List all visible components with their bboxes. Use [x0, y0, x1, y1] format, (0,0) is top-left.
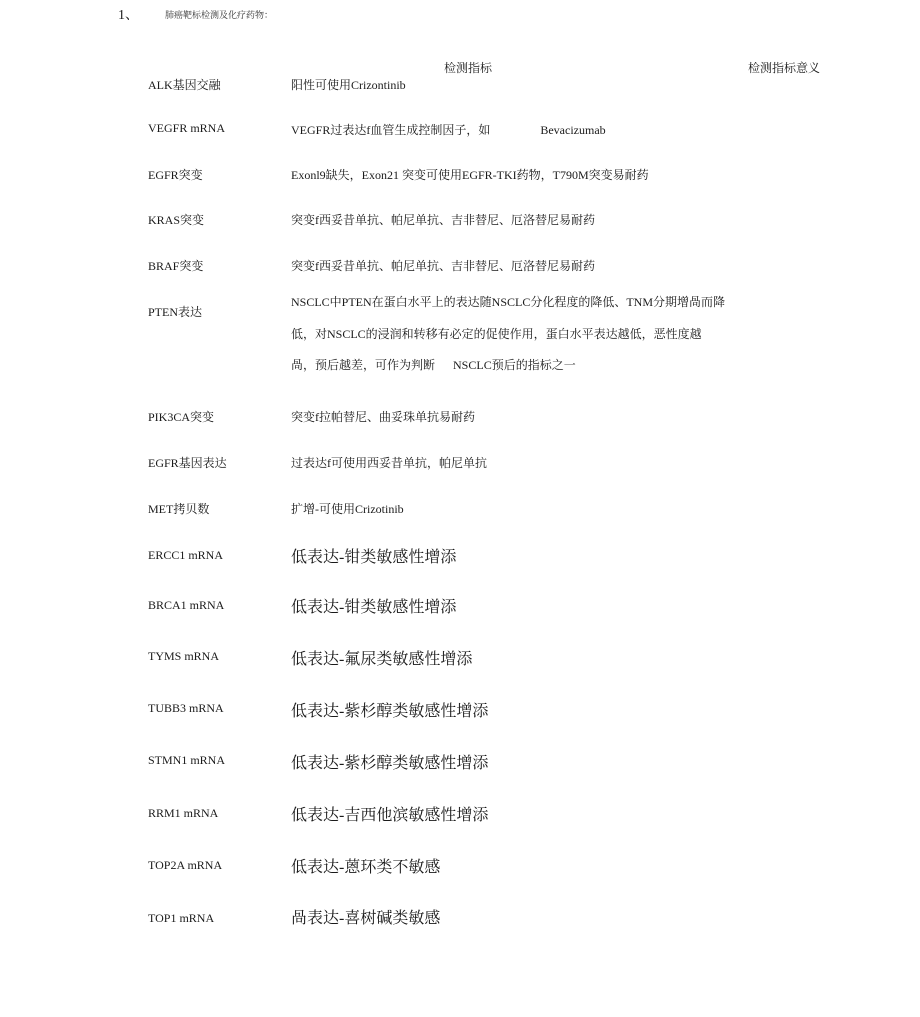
- row-marker-met: MET拷贝数: [148, 502, 210, 516]
- row-meaning-top2a: 低表达-蒽环类不敏感: [291, 859, 441, 876]
- row-marker-kras: KRAS突变: [148, 213, 205, 227]
- row-meaning-pik3ca: 突变f拉帕替尼、曲妥珠单抗易耐药: [291, 410, 475, 424]
- row-meaning-top1: 咼表达-喜树碱类敏感: [291, 910, 441, 927]
- row-marker-tubb3: TUBB3 mRNA: [148, 701, 224, 715]
- section-number: 1、: [118, 8, 139, 23]
- row-meaning-pten-line1: NSCLC中PTEN在蛋白水平上的表达随NSCLC分化程度的降低、TNM分期增咼而降: [291, 295, 726, 309]
- row-marker-top1: TOP1 mRNA: [148, 911, 215, 925]
- row-marker-top2a: TOP2A mRNA: [148, 858, 223, 872]
- row-meaning-pten-line3: [291, 356, 576, 373]
- row-meaning-tubb3: 低表达-紫杉醇类敏感性增添: [291, 703, 489, 720]
- row-meaning-kras: 突变f西妥昔单抗、帕尼单抗、吉非替尼、厄洛替尼易耐药: [291, 213, 595, 227]
- column-header-meaning: 检测指标意义: [748, 61, 821, 75]
- row-meaning-met: 扩增-可使用Crizotinib: [291, 502, 404, 516]
- row-marker-egfr-mutation: EGFR突变: [148, 168, 203, 182]
- row-marker-stmn1: STMN1 mRNA: [148, 753, 226, 767]
- row-meaning-brca1: 低表达-钳类敏感性增添: [291, 599, 457, 616]
- row-meaning-vegfr-part1: VEGFR过表达f血管生成控制因子，如: [291, 123, 491, 137]
- row-marker-ercc1: ERCC1 mRNA: [148, 548, 224, 562]
- row-marker-pik3ca: PIK3CA突变: [148, 410, 215, 424]
- row-meaning-pten-line3-part2: NSCLC预后的指标之一: [453, 358, 576, 372]
- row-marker-braf: BRAF突变: [148, 259, 204, 273]
- row-marker-tyms: TYMS mRNA: [148, 649, 220, 663]
- row-meaning-pten-line2: 低，对NSCLC的浸润和转移有必定的促使作用，蛋白水平表达越低，恶性度越: [291, 327, 702, 341]
- row-marker-brca1: BRCA1 mRNA: [148, 598, 225, 612]
- column-header-marker: 检测指标: [444, 61, 493, 75]
- section-title: 肺癌靶标检测及化疗药物：: [165, 10, 274, 20]
- row-meaning-egfr-mutation: Exonl9缺失，Exon21 突变可使用EGFR-TKI药物，T790M突变易耐药: [291, 168, 649, 182]
- row-marker-vegfr: VEGFR mRNA: [148, 121, 226, 135]
- row-marker-pten: PTEN表达: [148, 305, 203, 319]
- row-meaning-vegfr: [291, 121, 606, 138]
- row-meaning-ercc1: 低表达-钳类敏感性增添: [291, 549, 457, 566]
- row-meaning-tyms: 低表达-氟尿类敏感性增添: [291, 651, 473, 668]
- row-marker-rrm1: RRM1 mRNA: [148, 806, 219, 820]
- row-meaning-vegfr-part2: Bevacizumab: [540, 123, 606, 137]
- row-marker-alk: ALK基因交融: [148, 78, 221, 92]
- row-meaning-stmn1: 低表达-紫杉醇类敏感性增添: [291, 755, 489, 772]
- row-meaning-braf: 突变f西妥昔单抗、帕尼单抗、吉非替尼、厄洛替尼易耐药: [291, 259, 595, 273]
- row-meaning-pten-line3-part1: 咼，预后越差，可作为判断: [291, 358, 436, 372]
- row-marker-egfr-expression: EGFR基因表达: [148, 456, 227, 470]
- row-meaning-rrm1: 低表达-吉西他滨敏感性增添: [291, 807, 489, 824]
- row-meaning-alk: 阳性可使用Crizontinib: [291, 78, 406, 92]
- row-meaning-egfr-expression: 过表达f可使用西妥昔单抗，帕尼单抗: [291, 456, 487, 470]
